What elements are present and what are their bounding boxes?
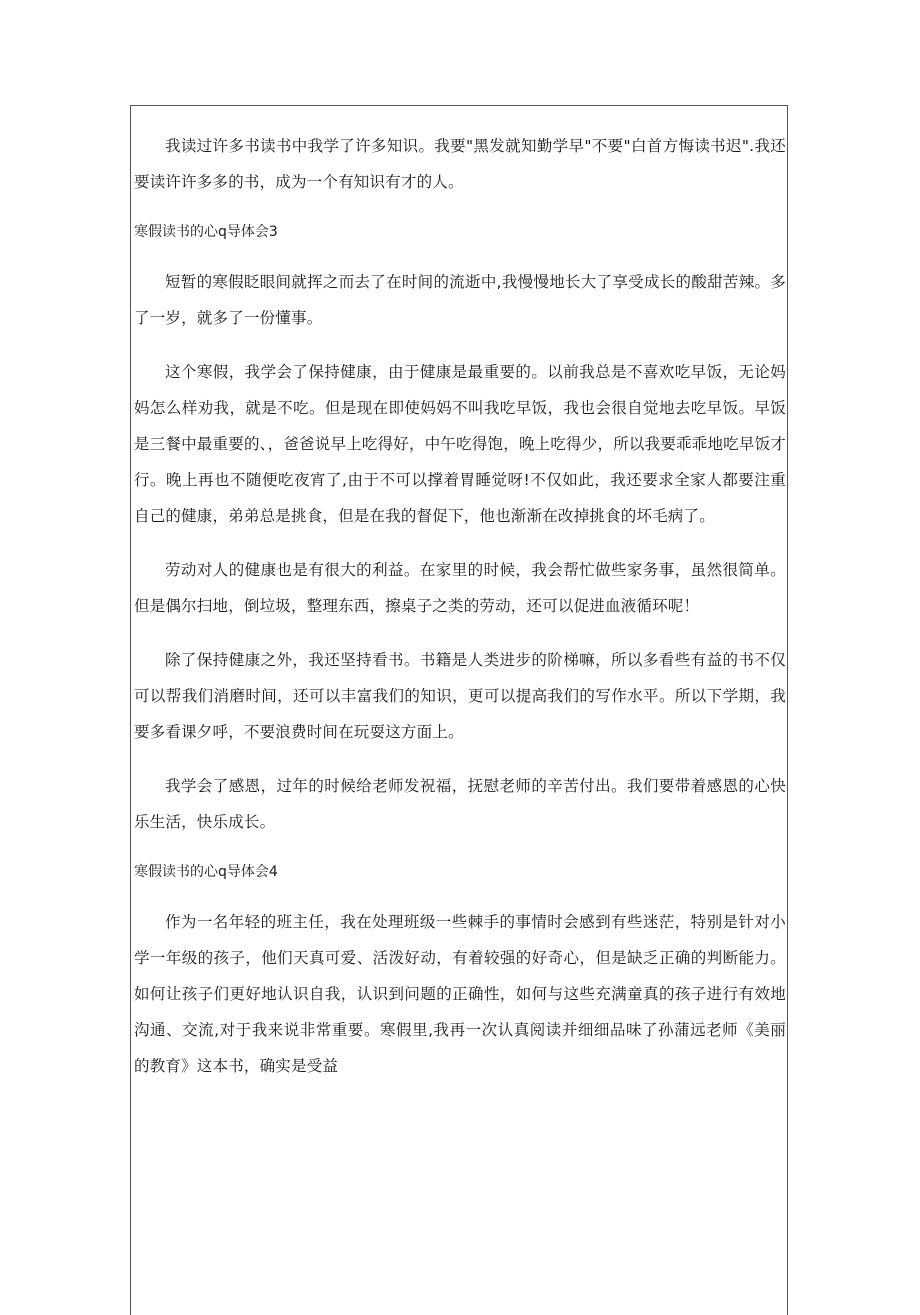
section-heading: 寒假读书的心q导体会4 (134, 864, 278, 880)
paragraph: 劳动对人的健康也是有很大的利益。在家里的时候，我会帮忙做些家务事，虽然很简单。但是偶尔扫地，倒垃圾，整理东西，擦桌子之类的劳动，还可以促进血液循环呢！ (134, 561, 786, 615)
paragraph: 我读过许多书读书中我学了许多知识。我要"黑发就知勤学早"不要"白首方悔读书迟".我还要读许许多多的书，成为一个有知识有才的人。 (134, 137, 786, 191)
paragraph: 这个寒假，我学会了保持健康，由于健康是最重要的。以前我总是不喜欢吃早饭，无论妈妈怎么样劝我，就是不吃。但是现在即使妈妈不叫我吃早饭，我也会很自觉地去吃早饭。早饭是三餐中最重要的、，爸爸说早上吃得好，中午吃得饱，晚上吃得少，所以我要乖乖地吃早饭才行。晚上再也不随便吃夜宵了,由于不可以撑着胃睡觉呀!不仅如此，我还要求全家人都要注重自己的健康，弟弟总是挑食，但是在我的督促下，他也渐渐在改掉挑食的坏毛病了。 (134, 363, 786, 525)
paragraph: 我学会了感恩，过年的时候给老师发祝福，抚慰老师的辛苦付出。我们要带着感恩的心快乐生活，快乐成长。 (134, 777, 786, 831)
paragraph: 短暂的寒假眨眼间就挥之而去了在时间的流逝中,我慢慢地长大了享受成长的酸甜苦辣。多了一岁，就多了一份懂事。 (134, 273, 786, 327)
document-body (134, 128, 786, 1084)
paragraph: 除了保持健康之外，我还坚持看书。书籍是人类进步的阶梯嘛，所以多看些有益的书不仅可以帮我们消磨时间，还可以丰富我们的知识，更可以提高我们的写作水平。所以下学期，我要多看课夕呼，不要浪费时间在玩耍这方面上。 (134, 651, 786, 741)
paragraph: 作为一名年轻的班主任，我在处理班级一些棘手的事情时会感到有些迷茫，特别是针对小学一年级的孩子，他们天真可爱、活泼好动，有着较强的好奇心，但是缺乏正确的判断能力。如何让孩子们更好地认识自我，认识到问题的正确性，如何与这些充满童真的孩子进行有效地沟通、交流,对于我来说非常重要。寒假里,我再一次认真阅读并细细品味了孙蒲远老师《美丽的教育》这本书，确实是受益 (134, 913, 786, 1075)
section-heading: 寒假读书的心q导体会3 (134, 224, 278, 240)
